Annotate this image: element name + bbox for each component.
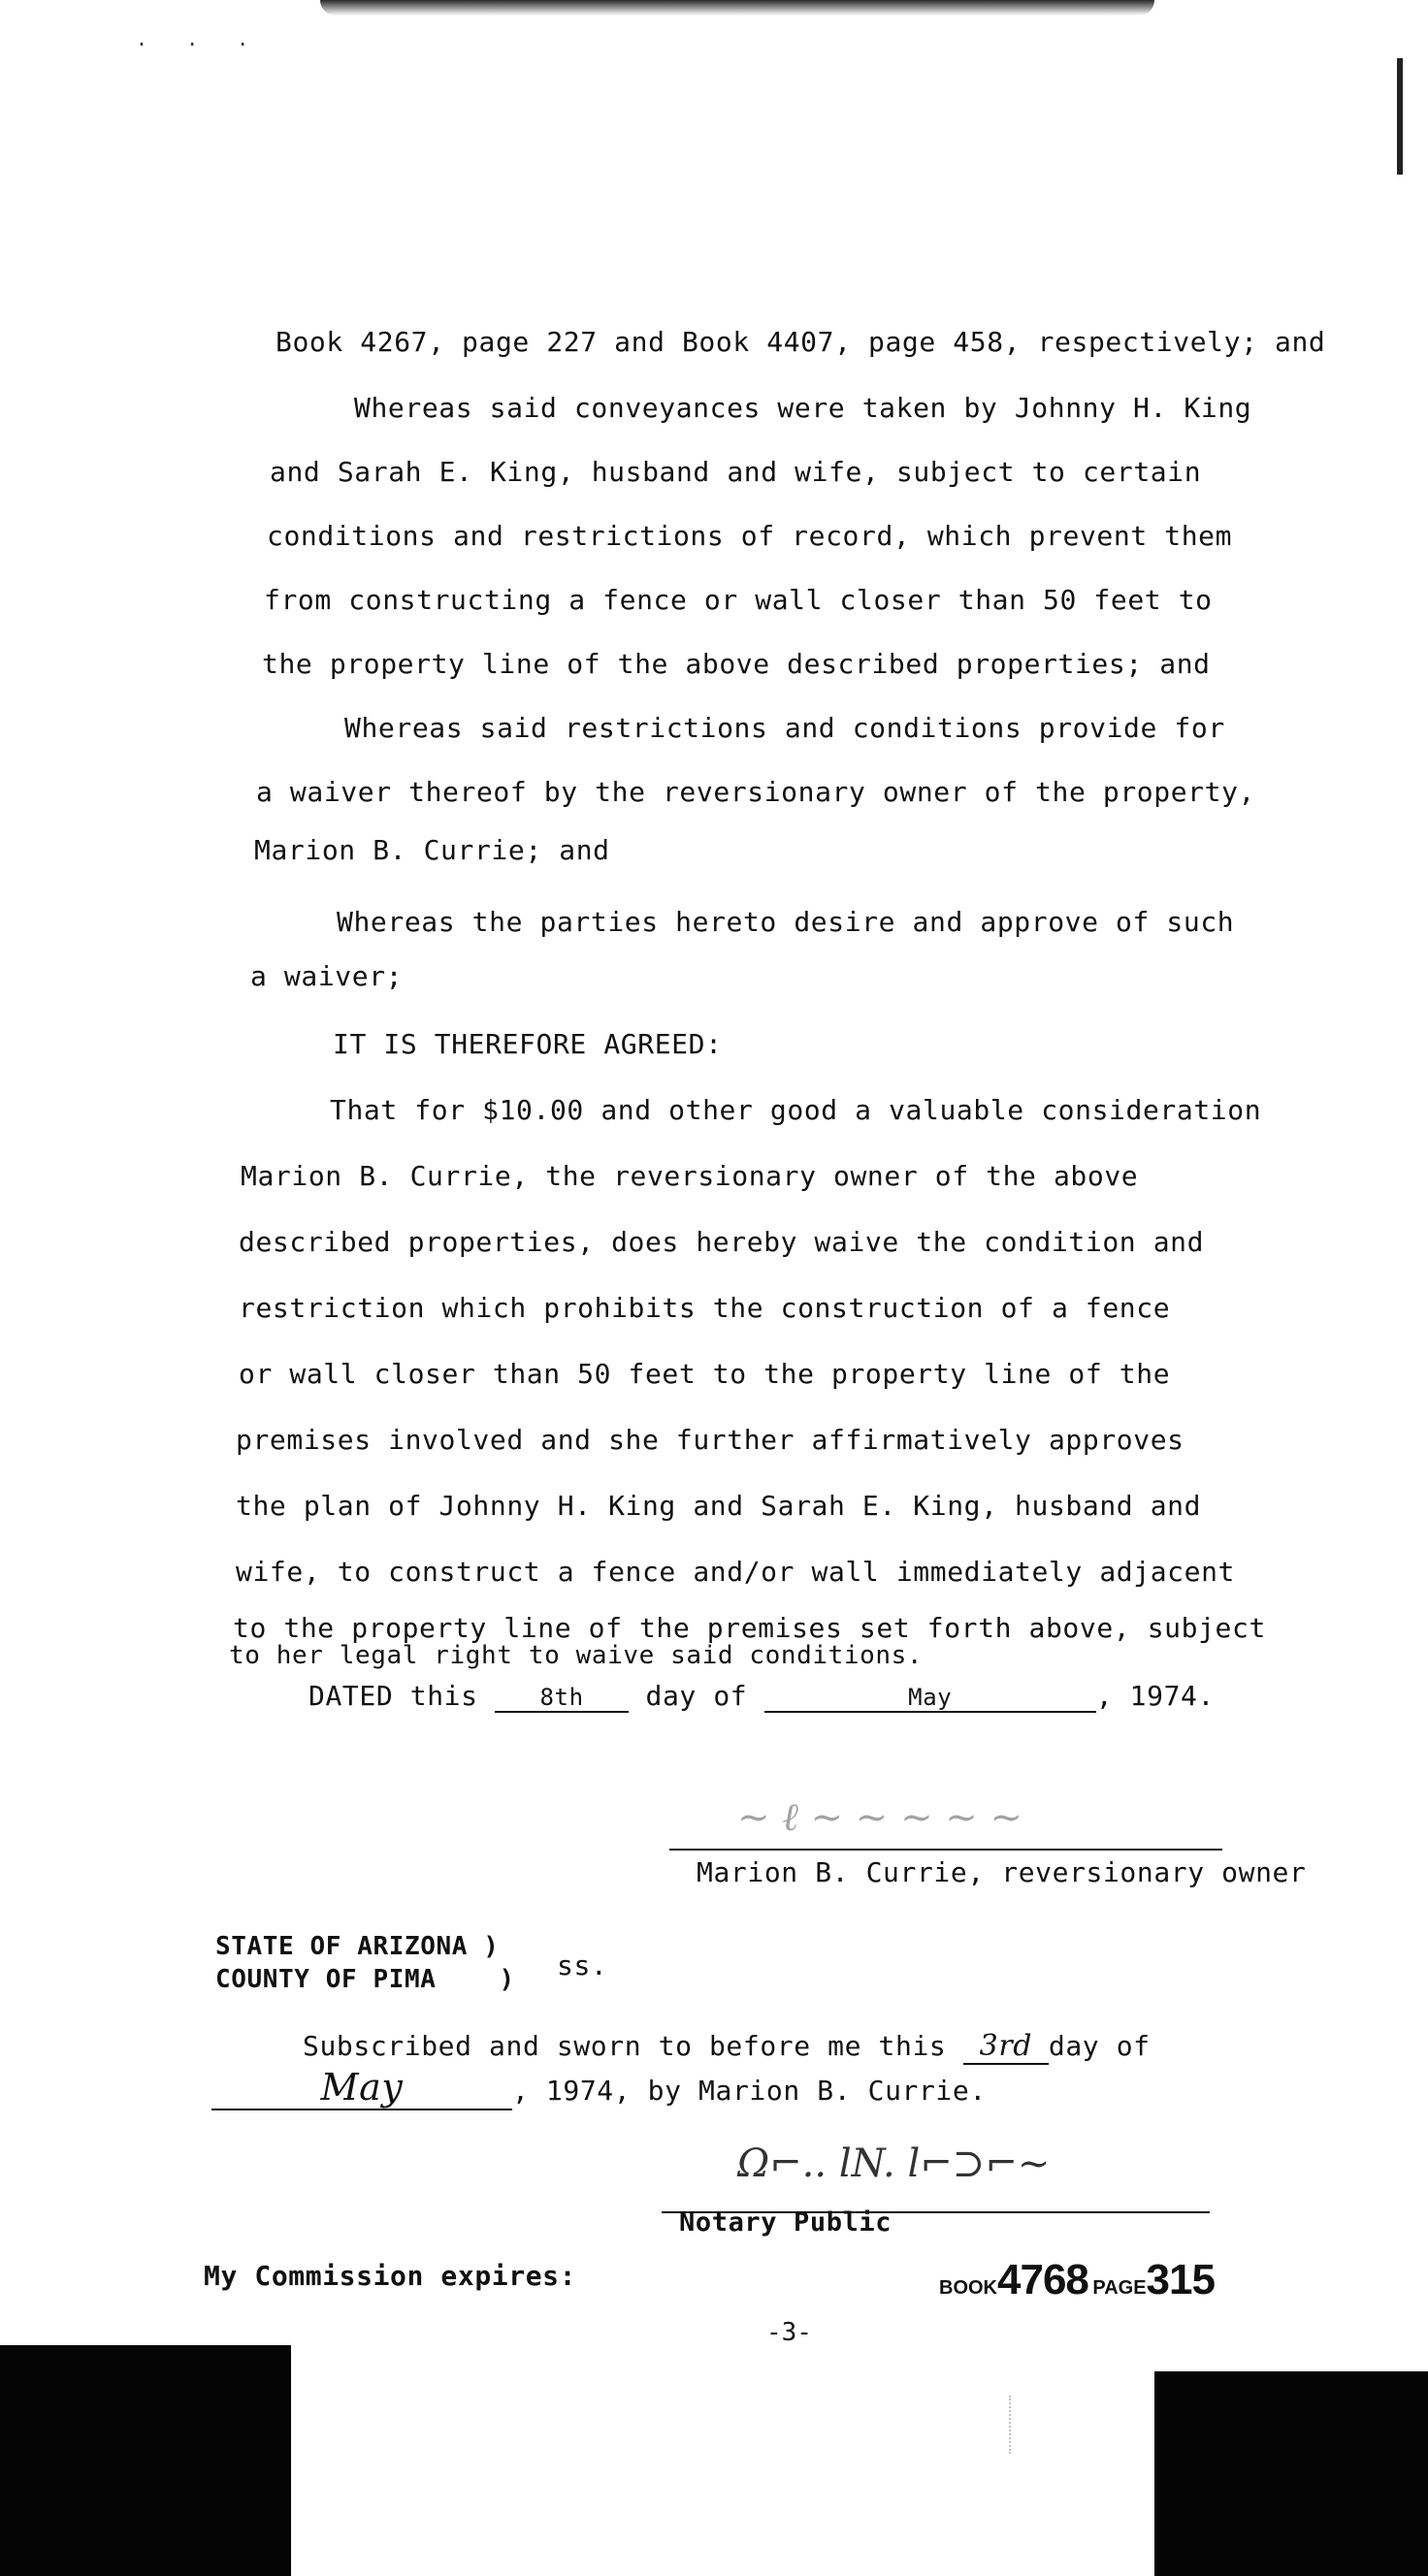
body-line-5: from constructing a fence or wall closer than 50 feet to <box>264 584 1213 616</box>
dated-prefix: DATED this <box>308 1680 478 1712</box>
owner-signature-scrawl: ~ ℓ ~ ~ ~ ~ ~ <box>737 1795 1023 1840</box>
dated-day: 8th <box>495 1684 629 1713</box>
body-line-20: wife, to construct a fence and/or wall immediately adjacent <box>236 1556 1235 1588</box>
body-line-17: or wall closer than 50 feet to the property line of the <box>239 1358 1171 1390</box>
jurat-line-1 <box>303 2029 1151 2065</box>
scan-dark-corner-left <box>0 2345 291 2576</box>
jurat-month: May <box>211 2066 512 2110</box>
body-line-11: a waiver; <box>250 960 404 992</box>
dated-suffix: , 1974. <box>1095 1680 1215 1712</box>
owner-signature-label: Marion B. Currie, reversionary owner <box>697 1856 1307 1888</box>
body-line-3: and Sarah E. King, husband and wife, subject to certain <box>270 456 1202 488</box>
body-line-8: a waiver thereof by the reversionary owner of the property, <box>256 776 1255 808</box>
venue-state: STATE OF ARIZONA ) <box>215 1932 500 1961</box>
dated-line <box>308 1680 1215 1713</box>
book-number: 4768 <box>997 2256 1088 2303</box>
page-ref-number: 315 <box>1146 2256 1215 2303</box>
jurat-suffix: day of <box>1048 2030 1151 2062</box>
dated-middle: day of <box>645 1680 748 1712</box>
jurat-prefix: Subscribed and sworn to before me this <box>303 2030 947 2062</box>
body-line-4: conditions and restrictions of record, which prevent them <box>267 520 1233 552</box>
body-heading-agreed: IT IS THEREFORE AGREED: <box>333 1028 723 1060</box>
dated-month: May <box>764 1684 1096 1713</box>
scan-noise <box>1009 2396 1098 2454</box>
body-line-19: the plan of Johnny H. King and Sarah E. King, husband and <box>236 1490 1202 1522</box>
jurat-day: 3rd <box>963 2029 1049 2065</box>
jurat-tail: , 1974, by Marion B. Currie. <box>512 2075 987 2107</box>
venue-county: COUNTY OF PIMA ) <box>215 1965 515 1994</box>
body-line-7: Whereas said restrictions and conditions provide for <box>344 712 1225 744</box>
scan-edge-mark <box>1397 58 1403 175</box>
scan-shadow-top <box>320 0 1154 16</box>
body-line-22: to her legal right to waive said conditions. <box>229 1641 924 1670</box>
body-line-16: restriction which prohibits the construction of a fence <box>239 1292 1171 1324</box>
scan-dark-corner-right <box>1154 2371 1428 2576</box>
body-line-13: That for $10.00 and other good a valuable consideration <box>330 1094 1262 1126</box>
jurat-line-2 <box>211 2066 987 2110</box>
book-page-stamp <box>939 2256 1215 2304</box>
body-line-1: Book 4267, page 227 and Book 4407, page 458, respectively; and <box>276 326 1326 358</box>
body-line-14: Marion B. Currie, the reversionary owner of the above <box>241 1160 1139 1192</box>
owner-signature-line <box>669 1849 1222 1851</box>
body-line-9: Marion B. Currie; and <box>254 834 610 866</box>
body-line-21: to the property line of the premises set forth above, subject <box>233 1612 1266 1644</box>
venue-ss: ss. <box>557 1949 608 1981</box>
page-number: -3- <box>766 2318 812 2347</box>
notary-signature-scrawl: Ω⌐.. lN. l⌐⊃⌐~ <box>737 2141 1051 2186</box>
body-line-2: Whereas said conveyances were taken by Johnny H. King <box>354 392 1252 424</box>
scan-speckles: . . . <box>136 27 263 50</box>
commission-label: My Commission expires: <box>204 2260 577 2292</box>
book-label: BOOK <box>939 2277 997 2299</box>
body-line-10: Whereas the parties hereto desire and approve of such <box>337 906 1235 938</box>
body-line-18: premises involved and she further affirmatively approves <box>236 1424 1185 1456</box>
body-line-15: described properties, does hereby waive the condition and <box>239 1226 1205 1258</box>
notary-label: Notary Public <box>679 2207 892 2238</box>
page-label: PAGE <box>1092 2277 1147 2299</box>
body-line-6: the property line of the above described properties; and <box>262 648 1211 680</box>
